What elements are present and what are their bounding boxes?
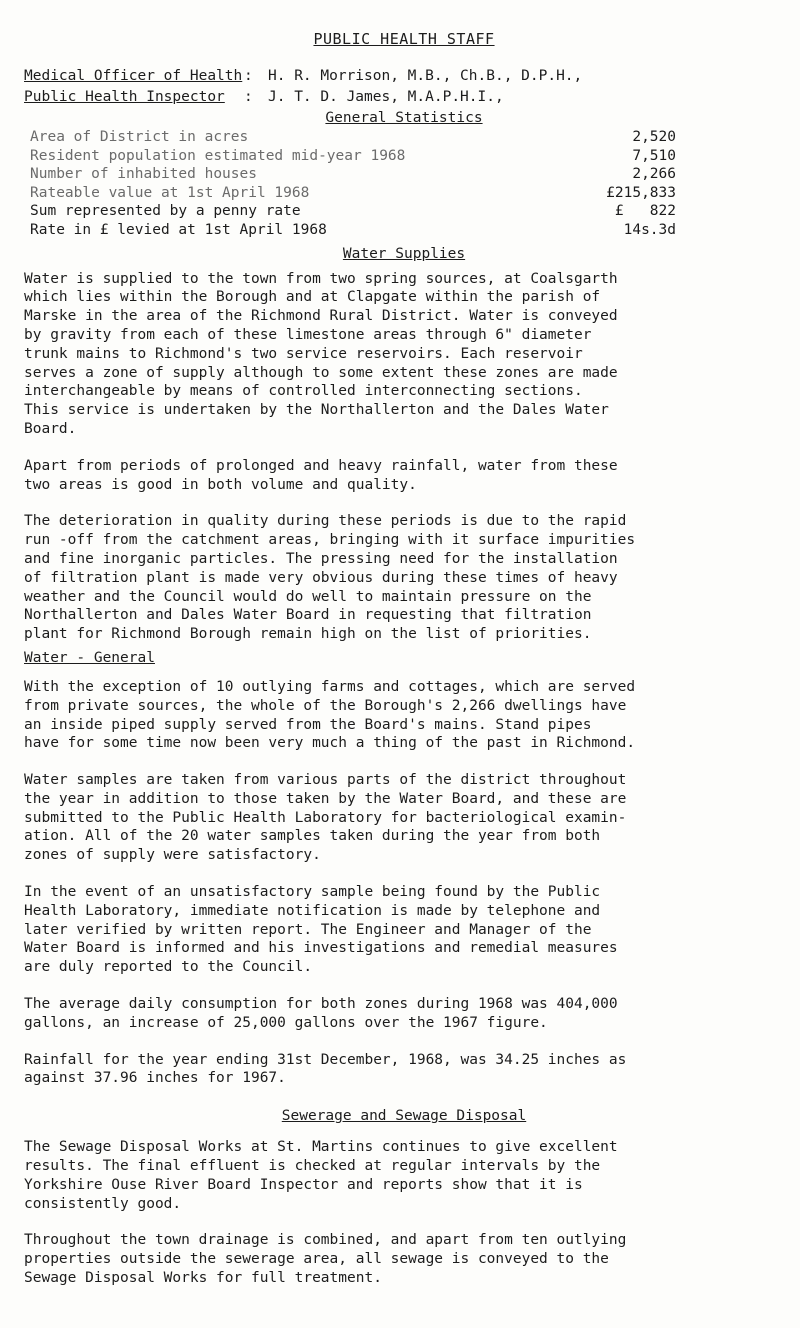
stat-label: Rate in £ levied at 1st April 1968	[30, 221, 327, 238]
staff-row	[24, 66, 784, 87]
staff-name: H. R. Morrison, M.B., Ch.B., D.P.H.,	[268, 68, 583, 84]
stat-label: Area of District in acres	[30, 129, 249, 145]
water-supplies-heading: Water Supplies	[342, 245, 466, 262]
stat-row	[24, 165, 784, 184]
stat-row	[24, 184, 784, 203]
paragraph: Throughout the town drainage is combined, and apart from ten outlying properties outside the sewerage area, all sewage is conveyed to the Sewage Disposal Works for full treatment.	[24, 1232, 627, 1287]
general-statistics-heading: General Statistics	[325, 110, 483, 126]
paragraph: Apart from periods of prolonged and heavy rainfall, water from these two areas is good in both volume and quality.	[24, 457, 618, 493]
paragraph: The deterioration in quality during these periods is due to the rapid run -off from the catchment areas, bringing with it surface impurities and fine inorganic particles. The pressing need for the installation of filtration plant is made very obvious during these times of heavy weather and the Council would do well to maintain pressure on the Northallerton and Dales Water Board in requesting that filtration plant for Richmond Borough remain high on the list of priorities.	[24, 513, 636, 643]
paragraph: The average daily consumption for both zones during 1968 was 404,000 gallons, an increase of 25,000 gallons over the 1967 figure.	[24, 996, 618, 1031]
stat-label: Sum represented by a penny rate	[30, 203, 301, 220]
stat-value: 2,266	[632, 166, 676, 183]
stat-value: £215,833	[606, 184, 676, 201]
stat-label: Rateable value at 1st April 1968	[30, 184, 310, 201]
stat-row	[24, 147, 784, 166]
colon-separator: :	[244, 68, 253, 84]
statistics-table	[24, 128, 784, 240]
water-general-heading: Water - General	[24, 649, 155, 666]
staff-list	[24, 66, 784, 108]
staff-row	[24, 87, 784, 108]
stat-label: Resident population estimated mid-year 1968	[30, 147, 406, 164]
stat-value: 14s.3d	[623, 221, 676, 238]
staff-role: Medical Officer of Health	[24, 68, 243, 84]
sewerage-heading: Sewerage and Sewage Disposal	[281, 1108, 527, 1125]
stat-value: £ 822	[614, 203, 676, 220]
staff-name: J. T. D. James, M.A.P.H.I.,	[268, 89, 504, 105]
stat-row	[24, 221, 784, 240]
paragraph: Rainfall for the year ending 31st December, 1968, was 34.25 inches as against 37.96 inches for 1967.	[24, 1051, 627, 1087]
stat-row	[24, 128, 784, 147]
stat-row	[24, 202, 784, 221]
page-title: PUBLIC HEALTH STAFF	[313, 30, 495, 48]
paragraph: Water samples are taken from various parts of the district throughout the year in addition to those taken by the Water Board, and these are submitted to the Public Health Laboratory for bacteriological examin- ation. All of the 20 water samples taken during the year from both zones of supply were satisfactory.	[24, 772, 627, 864]
document-page	[24, 30, 784, 1306]
stat-value: 2,520	[632, 129, 676, 145]
paragraph: Water is supplied to the town from two spring sources, at Coalsgarth which lies within the Borough and at Clapgate within the parish of Marske in the area of the Richmond Rural District. Water is conveyed by gravity from each of these limestone areas through 6" diameter trunk mains to Richmond's two service reservoirs. Each reservoir serves a zone of supply although to some extent these zones are made interchangeable by means of controlled interconnecting sections. This service is undertaken by the Northallerton and the Dales Water Board.	[24, 270, 618, 437]
stat-label: Number of inhabited houses	[30, 166, 257, 183]
stat-value: 7,510	[632, 147, 676, 164]
paragraph: The Sewage Disposal Works at St. Martins continues to give excellent results. The final effluent is checked at regular intervals by the Yorkshire Ouse River Board Inspector and reports show that it is consistently good.	[24, 1139, 618, 1212]
paragraph: With the exception of 10 outlying farms and cottages, which are served from private sources, the whole of the Borough's 2,266 dwellings have an inside piped supply served from the Board's mains. Stand pipes have for some time now been very much a thing of the past in Richmond.	[24, 678, 636, 752]
colon-separator: :	[244, 89, 253, 105]
paragraph: In the event of an unsatisfactory sample being found by the Public Health Laboratory, immediate notification is made by telephone and later verified by written report. The Engineer and Manager of the Water Board is informed and his investigations and remedial measures are duly reported to the Council.	[24, 884, 618, 976]
staff-role: Public Health Inspector	[24, 89, 225, 105]
